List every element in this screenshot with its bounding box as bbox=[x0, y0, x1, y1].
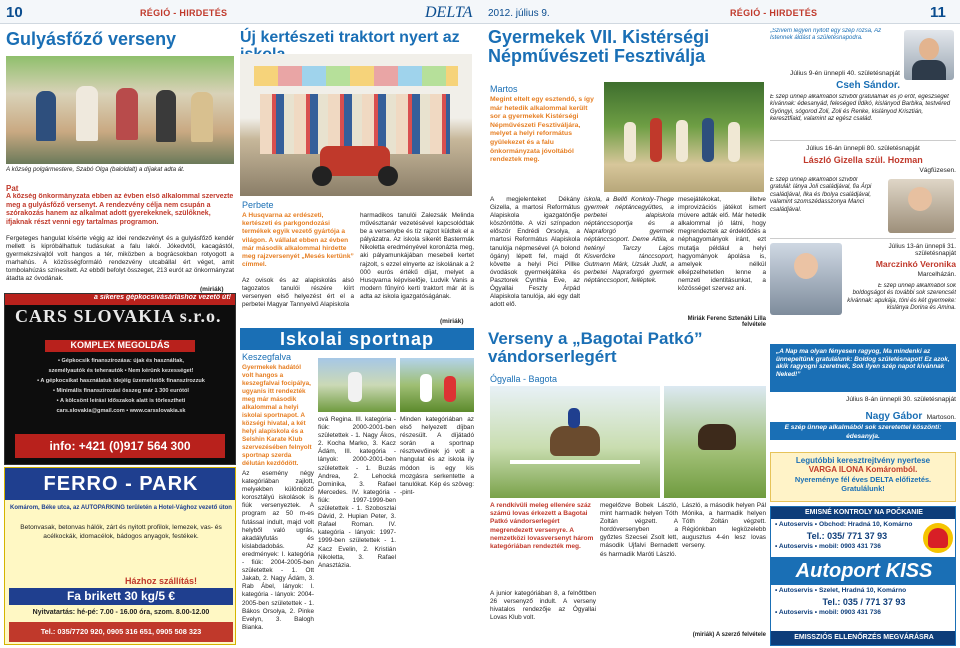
greeting-nagy-date: Július 8-án ünnepli 30. születésnapját bbox=[846, 396, 956, 403]
author-patko: (miriák) A szerző felvétele bbox=[692, 632, 766, 638]
greeting-marczinko-date: Július 13-án ünnepli 31. születésnapját bbox=[888, 243, 956, 257]
greeting-nagy bbox=[770, 344, 956, 444]
ad-cars-phone: info: +421 (0)917 564 300 bbox=[15, 434, 225, 458]
section-label-right: RÉGIÓ - HIRDETÉS bbox=[730, 8, 818, 18]
photo-festival bbox=[604, 82, 764, 192]
photo-laszlo bbox=[888, 179, 954, 233]
lead-sportnap: Gyermekek hadától volt hangos a keszegfalvai focipálya, ugyanis itt rendezték meg már második alkalommal a helyi iskolai sportnapot. A községi hivatal, a két helyi alapiskola és a Selshin Karate Klub szervezésében felnyolt sportnap szerda délután kezdődött. bbox=[242, 364, 312, 467]
body-traktor-2: harmadikos tanulói Zalezsák Melinda művésztanár vezetésével kapcsolódtak be a versenybe és tíz rajzot küldtek el a pályázatra. Az iskola sikerét Bastermák Nikoletta eredményével koronázta meg, aki pályamunkájában mesebeli kertet rajzolt, s ezzel elnyerte az iskolának a 2 000 eurós értékű díjat, melyet a Husqvarna képviselője, Ludvik Vanis a modern fűnyíró kerti traktort már át is adta az iskola igazgatóságának. bbox=[360, 212, 474, 300]
place-keszegfalva: Keszegfalva bbox=[242, 352, 292, 362]
article-title-traktor: Új kertészeti traktort nyert az bbox=[240, 29, 460, 46]
body-gulyas: Fergeteges hangulat kísérte végig az idei rendezvényt és a gulyásfőző kendér mellett is kipróbálhattuk tudásukat a falu lakói. Jókedvtől, kacagástól, gyermekzsivajtól volt hangos a tér, miközben a bográcsokban rotyogott a marhahús. A közösségformáló rendezvény utcabállal ért véget, amit tombolahúzás színesített. Az ebből befolyt összeget, 213 eurót az önkormányzat átadta az óvodának. bbox=[6, 235, 234, 283]
photo-marczinko bbox=[770, 243, 842, 315]
article-title-gulyas: Gulyásfőző verseny bbox=[6, 29, 177, 49]
lead-traktor: A Husqvarna az erdészeti, kertészeti és parkgondozási termékek egyik vezető gyártója a világon. A vállalat ebben az évben már második alkalommal hirdette meg rajzversenyét „Mesés kertünk” címmel. bbox=[242, 212, 354, 269]
greeting-marczinko bbox=[770, 238, 956, 342]
lead-festival: Megint eltelt egy esztendő, s így már hetedik alkalommal került sor a gyermekek Kistérségi Népművészeti Fesztiváljára, melyet a helyi református gyülekezet és a falu önkormányzata jóvoltából rendeztek meg. bbox=[490, 96, 594, 164]
greeting-laszlo bbox=[770, 140, 956, 234]
greeting-laszlo-name: László Gizella szül. Hozman bbox=[803, 155, 923, 165]
author-gulyas: (miriák) bbox=[200, 286, 224, 293]
crossword-winner-box bbox=[770, 452, 956, 502]
body-sportnap-2: ová Regina. III. kategória - fiúk: 2000-2001-ben születettek - 1. Nagy Ákos, 2. Kocha Marko, 3. Kacz Ádám, III. kategória - lányok: 2000-2001-ben születettek - 1. Buzás Andrea, 2. Lehocká Dominika, 3. Rafael Mercedes. IV. kategória - fiúk: 1997-1999-ben születettek - 1. Szoboszlai Dávid, 2. Hupian Peter, 3. Rafael Roman. IV. kategória - lányok: 1997-1999-ben születettek - 1. Kacz Evelin, 2. Kristián Nikoletta, 3. Rafael Anasztázia. bbox=[318, 416, 396, 569]
greeting-laszlo-date: Július 16-án ünnepli 80. születésnapját bbox=[806, 145, 920, 152]
body-traktor-1: Az ovisok és az alapiskolás alsó tagozatos tanulói részére kiírt versenyen első helyezést ért el a perbetei Magyar Tannyelvű Alapiskola bbox=[242, 277, 354, 309]
ad-autoport-l5: Tel.: 035 / 771 37 93 bbox=[822, 597, 906, 607]
greeting-nagy-wish: E szép ünnep alkalmából sok szeretettel köszönti: édesanyja. bbox=[770, 422, 956, 440]
shell-logo-icon bbox=[923, 523, 953, 553]
greeting-nagy-poem: „A Nap ma olyan fényesen ragyog, Ma mindenki az ünnepeltünk gratulálunk: Boldog születésnapot! Ez azok, akik ragyogni szeretnek, Sok ilyen szép napot kívánnak Neked!” bbox=[770, 344, 956, 392]
body-festival-3: mesejátékokat, illetve improvizációs játékot ismert múvere adták elő. Már hetedik alkalommal jó látni, hogy megrendeztek az érdeklődés a néphagyományok iránt, ezt mutatja például a helyi hagyományok ápolása is, amelyek nélkül elképzelhetetlen lenne a nemzeti identitásunkat, a közösséget szervez ani. bbox=[678, 196, 766, 293]
lead-gulyas: A község önkormányzata ebben az évben első alkalommal szervezte meg a gulyásfőző versenyt. A rendezvény célja nem csupán a szórakozás hanem az alkalmat adott gyerekeknek, szülőknek, ifjaknak részt venni egy tartalmas programon. bbox=[6, 193, 234, 226]
ad-autoport-kiss bbox=[770, 506, 956, 646]
greeting-cseh-date: Július 9-én ünnepli 40. születésnapját bbox=[790, 70, 900, 77]
ad-autoport-l3: • Autoservis • mobil: 0903 431 736 bbox=[775, 543, 881, 550]
issue-date: 2012. július 9. bbox=[488, 8, 550, 19]
author-traktor: (miriák) bbox=[440, 318, 464, 325]
body-sportnap-3: Minden kategóriában az első helyezett díjban részesült. A díjátadó során a sportnap résztvevőinek jó volt a hangulat és az iskola ily módon is egy kis mozgásra serkentette a tanulókat. Kép és szöveg: -pint- bbox=[400, 416, 474, 496]
greeting-cseh-intro: „Szívem legyen nyitott egy szép rózsa, Az Istennek áldást a születésnapodra. bbox=[770, 28, 882, 42]
place-martos: Martos bbox=[490, 84, 518, 94]
article-title-patko: Verseny a „Bagotai Patkó” vándorserlegért bbox=[488, 329, 703, 366]
greeting-marczinko-text: E szép ünnep alkalmából sok boldogságot és további sok szerencsét kívánnak: apukája, tóni és két gyermeke: kislánya Dorina és Amina. bbox=[847, 283, 956, 312]
ad-ferro-price: Fa brikett 30 kg/5 € bbox=[9, 588, 233, 605]
ad-ferro-name: FERRO - PARK bbox=[5, 468, 236, 500]
photo-traktor bbox=[240, 54, 472, 196]
greeting-marczinko-city: Marcelházán. bbox=[917, 271, 956, 278]
ad-autoport-l6: • Autoservis • mobil: 0903 431 736 bbox=[775, 609, 881, 616]
ad-cars-name: CARS SLOVAKIA s.r.o. bbox=[15, 306, 222, 326]
page-number-right: 11 bbox=[930, 4, 946, 21]
winner-label: Legutóbbi keresztrejtvény nyertese bbox=[795, 456, 931, 465]
greeting-cseh bbox=[770, 28, 956, 138]
winner-name: VARGA ILONA Komáromból. bbox=[808, 465, 918, 474]
body-patko-3: László, a második helyen Pál Mónika, a harmadik helyen Tóth Zoltán végzett. Régiónkban legközelebb augusztus 4-én lesz lovas verseny. bbox=[682, 502, 766, 550]
body-sportnap-1: Az esemény négy kategóriában zajlott, melyekben különböző korosztályú iskolások is fiúk versenyeztek. A program az 50 m-es futással indult, majd volt helyből való ugrás, akadályfutás és kislabdadobás. Az eredmények: I. kategória - fiúk: 2004-2005-ben születettek - 1. Ott Jakab, 2. Nagy Ádám, 3. Rab Ábel, lányok: I. kategória - lányok: 2004-2005-ben születettek - 1. Bákos Orsolya, 2. Pinke Evelyn, 3. Balogh Bianka. bbox=[242, 470, 314, 631]
place-ogyalla: Ógyalla - Bagota bbox=[490, 374, 558, 384]
greeting-laszlo-text: E szép ünnep alkalmából szívből gratulál: lánya Joli családjával, fia Árpi családjával, Ilka és Ibolya családjával, valamint szomszédasszonya Manci családjával. bbox=[770, 177, 872, 213]
ad-autoport-l1: • Autoservis • Obchod: Hradná 10, Komárno bbox=[775, 521, 913, 528]
ad-autoport-top: EMISNÉ KONTROLY NA POČKANIE bbox=[771, 507, 956, 519]
ad-autoport-bottom: EMISSZIÓS ELLENŐRZÉS MEGVÁRÁSRA bbox=[771, 631, 956, 645]
greeting-cseh-name: Cseh Sándor. bbox=[836, 80, 900, 91]
greeting-laszlo-city: Vágfüzesen. bbox=[919, 167, 956, 174]
ad-ferro-hours: Nyitvatartás: hé-pé: 7.00 - 16.00 óra, szom. 8.00-12.00 bbox=[32, 609, 210, 616]
lead-patko: A rendkívüli meleg ellenére száz számú lovas érkezett a Bagotai Patkó vándorserlegért megrendezett versenyre. A nemzetközi lovasversenyt három kategóriában rendezték meg. bbox=[490, 502, 594, 551]
ad-ferro-address: Komárom, Béke utca, az AUTOPARKING területén a Hotel-Vághoz vezető úton bbox=[10, 505, 232, 511]
photo-sportnap-1 bbox=[318, 358, 396, 412]
greeting-marczinko-name: Marczinkó Veronika bbox=[875, 259, 956, 269]
body-festival-2: iskola, a Bellő Konkoly-Thege gyermek néptáncegyüttes, a perbetei alapiskola néptánccsoportja és a Napraforgó gyermek néptánccsoport. Deme Attila, a hetényi Tarczy Lajos Kisverőcke tánccsoport, Gutmann Márk, Uzsák Judit, a perbetei Napraforgó gyermek néptánccsoport, felléptek. bbox=[584, 196, 674, 284]
ad-ferro-park bbox=[4, 467, 236, 645]
body-festival-1: A megjelenteket Dékány Gizella, a martosi Református Alapiskola igazgatónője köszöntötte. A vizi színpadon először Endrédi Orsolya, a martosi Református Alapiskola tanulója népmesével (A bolond ögány) lépett fel, majd őt követte a helyi Pici Pillke óvodások gyermekjátéka és Pasztorek Cynthia Eve, az Ógyallai Feszty Árpád Alapiskola tanulója, aki egy dalt adott elő. bbox=[490, 196, 580, 309]
body-patko-2: megelőzve Bobek László, mint harmadik helyen Tóth Zoltán végzett. A hordóversenyben a győztes Szecsei Zsolt lett, második Ujfalvi Bernadett és harmadik Maróti László. bbox=[600, 502, 678, 558]
ad-ferro-phone: Tel.: 035/7720 920, 0905 316 651, 0905 508 323 bbox=[9, 622, 233, 642]
ad-cars-banner: a sikeres gépkocsivásárláshoz vezető út! bbox=[5, 294, 236, 305]
place-pat: Pat bbox=[6, 184, 19, 193]
page-number-left: 10 bbox=[6, 4, 23, 21]
article-title-festival: Gyermekek VII. Kistérségi Népművészeti Fesztiválja bbox=[488, 27, 710, 66]
ad-cars-slovakia bbox=[4, 293, 236, 465]
ad-cars-sub: KOMPLEX MEGOLDÁS bbox=[45, 340, 195, 352]
ad-cars-lines: • Gépkocsik finanszírozása: újak és használtak, személyautók és teherautók • Nem kérünk kezességet! • A gépkocsikat használatuk idejéig üzemeltetők finanszírozzuk • Minimális finanszírozási összeg már 1 300 eurótól • A kölcsönt leírási időszakok alatt is törlesztheti cars.slovakia@gmail.com • www.carsslovakia.sk bbox=[37, 358, 205, 414]
section-label-left: RÉGIÓ - HIRDETÉS bbox=[140, 8, 228, 18]
photo-sportnap-2 bbox=[400, 358, 474, 412]
greeting-cseh-text: E szép ünnep alkalmából szívből gratulálnak és jó erőt, egészséget kívánnak: édesanyád, feleséged Ildikó, kislányod Barbika, testvéred Gyöngyi, sógorod Zoli, Zoli és Renke, kislányod Krisztián, keresztfiaid, valamint az egész család. bbox=[770, 94, 951, 123]
photo-cseh bbox=[904, 30, 954, 80]
ad-autoport-logo: Autoport KISS bbox=[771, 557, 956, 585]
photo-patko bbox=[490, 386, 660, 498]
ad-ferro-delivery: Házhoz szállítás! bbox=[125, 576, 198, 586]
photo-caption-gulyas: A község polgármestere, Szabó Olga (baloldalt) a díjakat adta át. bbox=[6, 166, 185, 173]
place-perbete: Perbete bbox=[242, 200, 274, 210]
greeting-nagy-name: Nagy Gábor bbox=[865, 411, 923, 422]
photo-gulyas bbox=[6, 56, 234, 164]
winner-prize: Nyereménye fél éves DELTA előfizetés. Gratulálunk! bbox=[794, 475, 932, 493]
ad-autoport-l4: • Autoservis • Szelet, Hradná 10, Komárno bbox=[775, 587, 907, 594]
photo-patko-2 bbox=[664, 386, 766, 498]
article-title-sportnap: Iskolai sportnap bbox=[240, 328, 474, 350]
greeting-nagy-city: Martoson. bbox=[926, 414, 956, 421]
author-festival: Miriák Ferenc Sztenáki Lilla felvétele bbox=[687, 316, 766, 328]
ad-ferro-body: Betonvasak, betonvas hálók, zárt és nyitott profilok, lemezek, vas- és acélkockák, idomacélok, bádogos anyagok, festékek. bbox=[20, 524, 222, 540]
body-patko-1: A junior kategóriában 8, a felnőttben 26 versenyző indult. A verseny hivatalos rendezője az Ógyallai Lovas Klub volt. bbox=[490, 590, 596, 622]
ad-autoport-l2: Tel.: 035/ 771 37 93 bbox=[806, 531, 888, 541]
brand-name: DELTA bbox=[425, 4, 473, 21]
